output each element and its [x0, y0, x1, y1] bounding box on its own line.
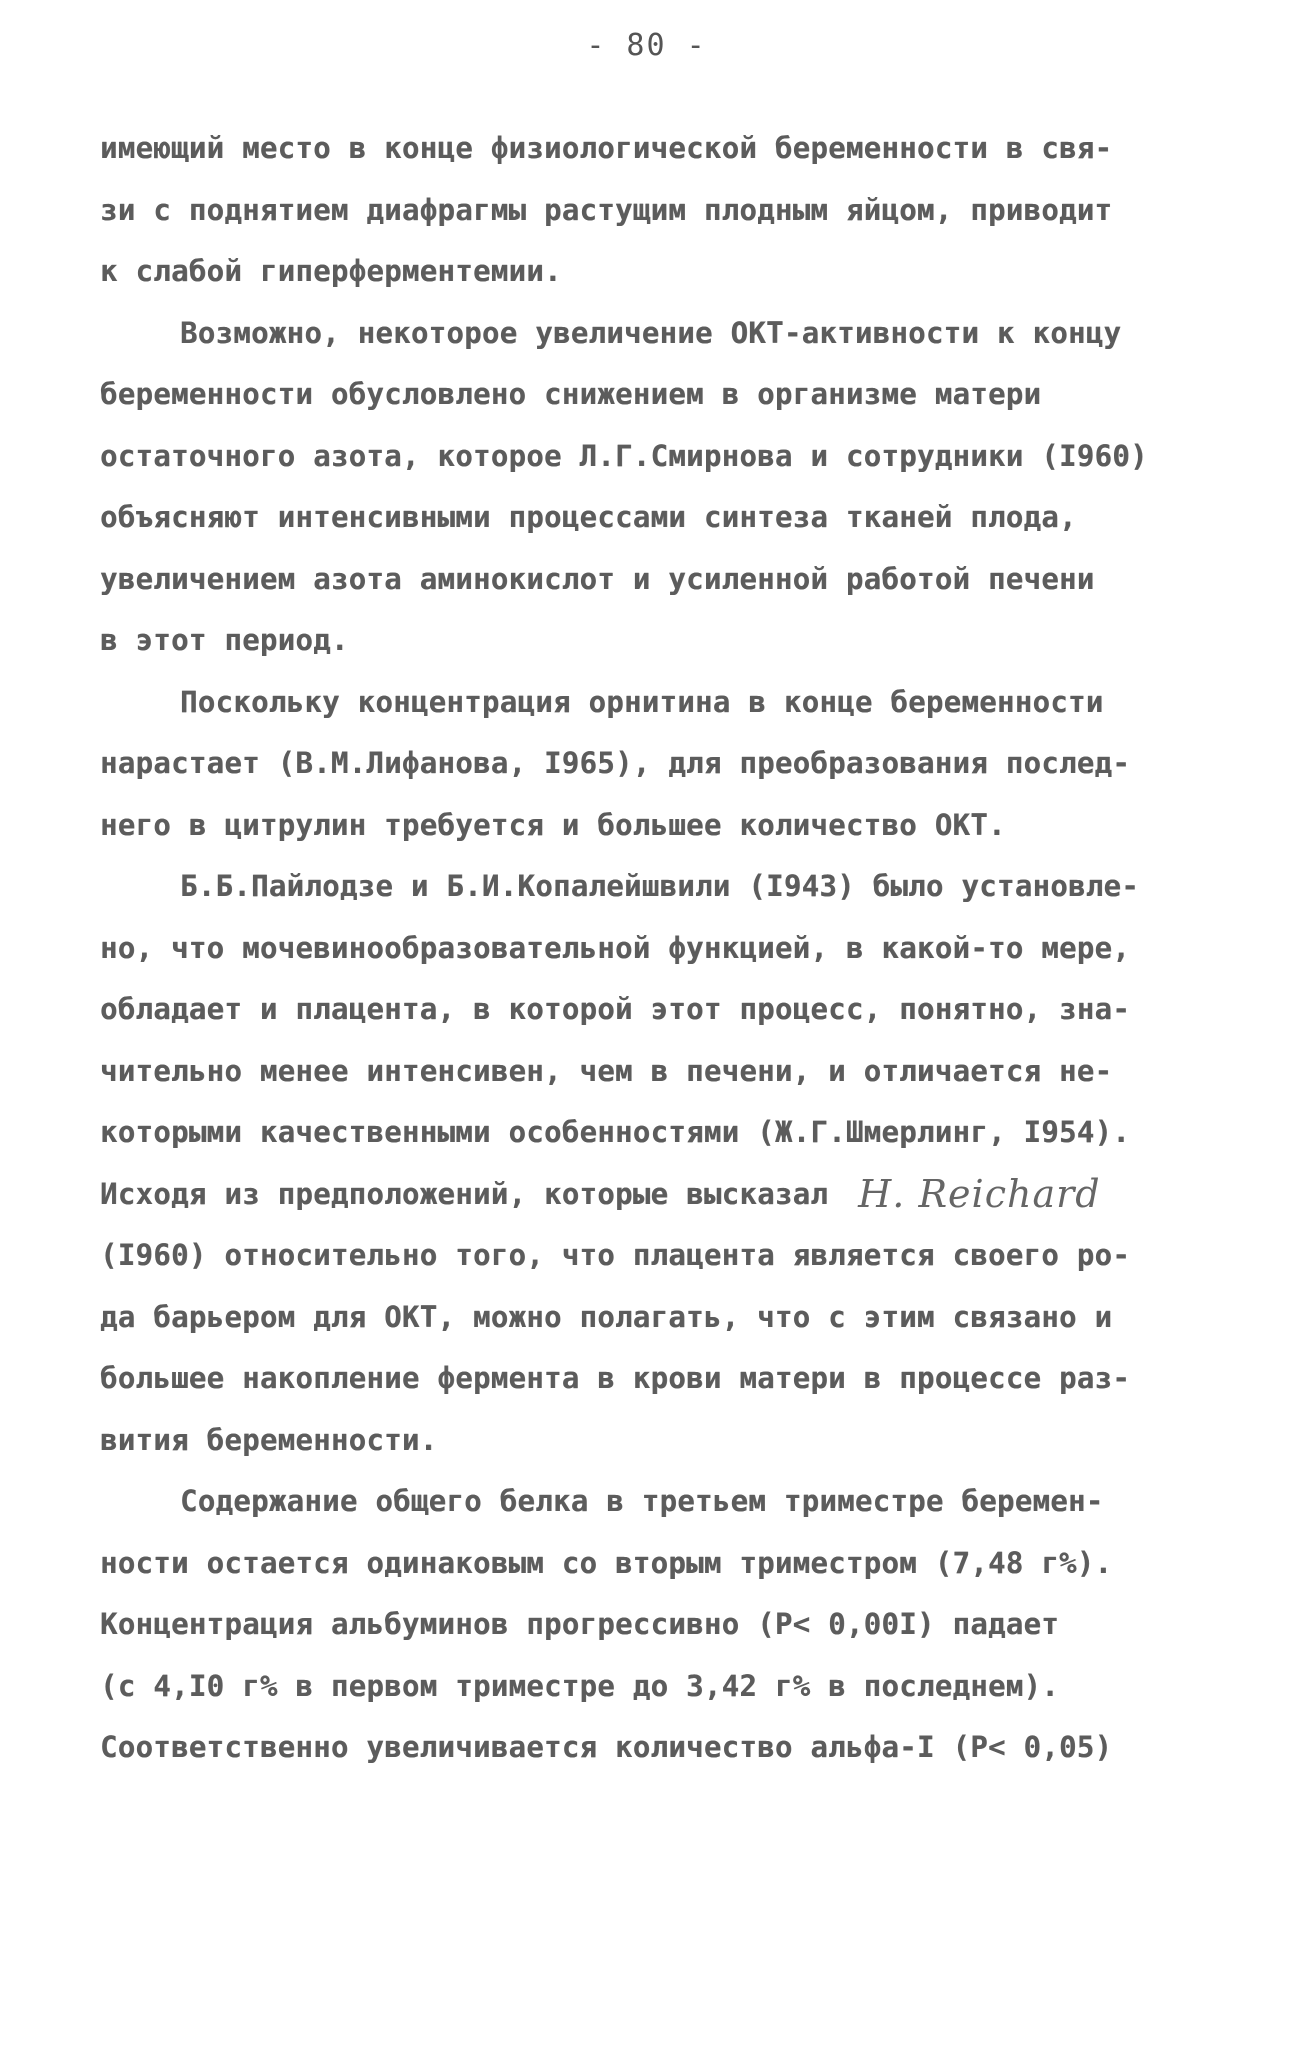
paragraph-start-line: Возможно, некоторое увеличение ОКТ-активности к концу: [180, 315, 1122, 350]
text-line: объясняют интенсивными процессами синтеза тканей плода,: [100, 500, 1077, 534]
text-line-content: Исходя из предположений, которые высказал: [100, 1176, 829, 1211]
text-line: остаточного азота, которое Л.Г.Смирнова и сотрудники (I960): [100, 438, 1148, 473]
text-line: к слабой гиперферментемии.: [100, 254, 562, 288]
text-line: беременности обусловлено снижением в организме матери: [100, 377, 1042, 411]
page-number: - 80 -: [586, 28, 707, 63]
handwritten-author-name: H. Reichard: [858, 1171, 1101, 1216]
text-line: (с 4,I0 г% в первом триместре до 3,42 г% в последнем).: [100, 1668, 1060, 1703]
text-line: Концентрация альбуминов прогрессивно (P< 0,00I) падает: [100, 1607, 1060, 1641]
text-line: (I960) относительно того, что плацента является своего ро-: [100, 1238, 1131, 1272]
text-line: Соответственно увеличивается количество альфа-I (P< 0,05): [100, 1730, 1113, 1764]
body-text: [100, 118, 1190, 1779]
text-line: большее накопление фермента в крови матери в процессе раз-: [100, 1361, 1131, 1395]
text-line: зи с поднятием диафрагмы растущим плодным яйцом, приводит: [100, 192, 1113, 227]
paragraph-start-line: Б.Б.Пайлодзе и Б.И.Копалейшвили (I943) было установле-: [180, 869, 1140, 903]
text-line: обладает и плацента, в которой этот процесс, понятно, зна-: [100, 992, 1131, 1026]
text-line: да барьером для ОКТ, можно полагать, что с этим связано и: [100, 1299, 1113, 1334]
text-line: ности остается одинаковым со вторым триместром (7,48 г%).: [100, 1545, 1113, 1580]
text-line: но, что мочевинообразовательной функцией, в какой-то мере,: [100, 930, 1131, 965]
text-line: него в цитрулин требуется и большее количество ОКТ.: [100, 807, 1006, 842]
text-line: чительно менее интенсивен, чем в печени, и отличается не-: [100, 1053, 1113, 1088]
paragraph-start-line: Содержание общего белка в третьем триместре беремен-: [180, 1484, 1104, 1518]
text-line: которыми качественными особенностями (Ж.Г.Шмерлинг, I954).: [100, 1115, 1131, 1149]
text-line: имеющий место в конце физиологической беременности в свя-: [100, 131, 1113, 165]
text-line: нарастает (В.М.Лифанова, I965), для преобразования послед-: [100, 746, 1131, 780]
paragraph-start-line: Поскольку концентрация орнитина в конце беременности: [180, 684, 1104, 719]
text-line: вития беременности.: [100, 1422, 438, 1457]
text-line: в этот период.: [100, 623, 349, 657]
text-line-with-signature: [100, 1164, 1190, 1226]
text-line: увеличением азота аминокислот и усиленной работой печени: [100, 561, 1095, 596]
